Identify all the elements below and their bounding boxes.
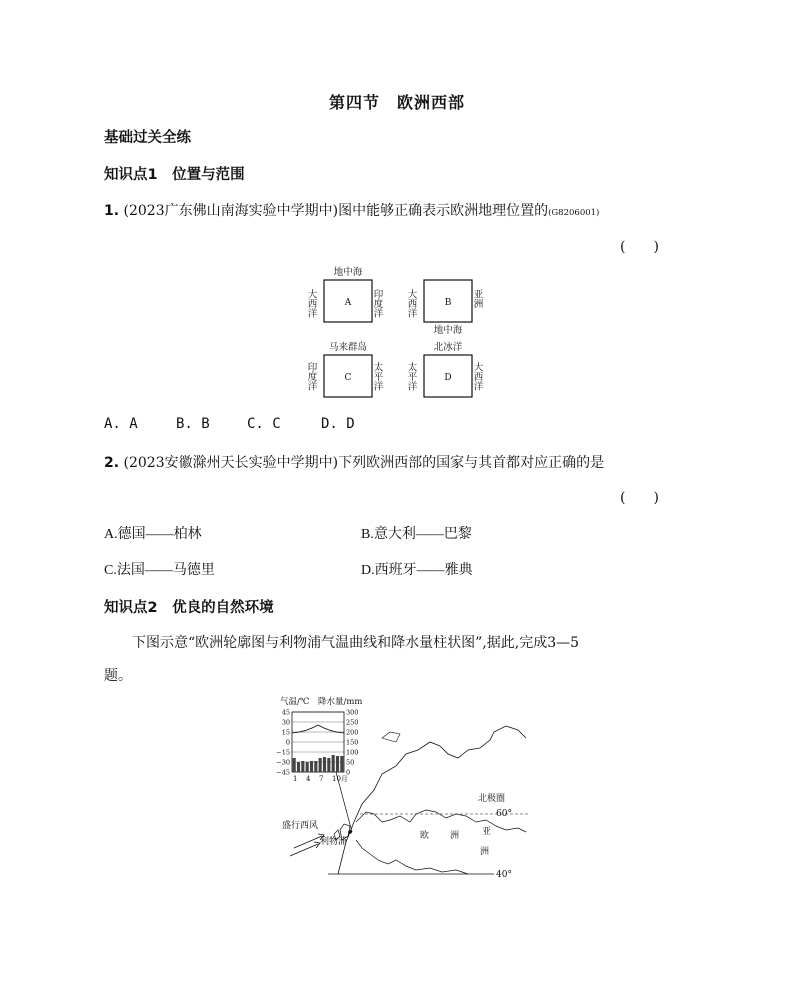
q2-option-b[interactable]: B.意大利——巴黎 [361,527,472,542]
climate-chart [276,696,362,783]
europe-label-2: 洲 [450,831,460,841]
diagram-c-left: 印度洋 [305,362,317,391]
precip-bar [297,762,300,772]
diagram-a-top: 地中海 [333,267,363,278]
q2-option-d[interactable]: D.西班牙——雅典 [361,563,473,578]
temp-tick-label: 15 [281,728,290,737]
liverpool-label: 利物浦 [320,837,348,847]
asia-label-1: 亚 [482,827,492,837]
temp-tick-label: −30 [276,758,290,767]
temp-tick-label: 30 [281,718,290,727]
precip-bar [314,761,317,772]
precip-bar [332,755,335,772]
lat-40-label: 40° [496,870,512,880]
precip-tick-label: 200 [346,728,359,737]
diagram-b-left: 大西洋 [405,289,417,318]
diagram-a-label: A [344,298,352,308]
question-1-answer-bracket: ( ) [620,239,659,255]
arctic-circle-label: 北极圈 [478,794,506,804]
diagram-d-left: 太平洋 [405,362,417,391]
wind-arrow-2 [290,844,318,856]
month-label: 1 [293,775,298,783]
diagram-c-label: C [344,373,352,383]
precip-tick-label: 0 [346,768,351,777]
precip-bar [340,756,343,772]
intro-line-2: 题。 [104,668,132,684]
month-label: 10月 [332,775,348,783]
diagram-d-label: D [444,373,452,383]
europe-south-coast [356,840,468,874]
liverpool-marker [348,830,352,834]
westerlies-label: 盛行西风 [282,821,319,831]
q1-option-b[interactable]: B. B [176,416,210,432]
precip-tick-label: 150 [346,738,359,747]
precip-bar [293,758,296,772]
q1-option-c[interactable]: C. C [247,416,281,432]
precip-tick-label: 300 [346,708,359,717]
precip-bar [323,757,326,772]
asia-label-2: 洲 [480,847,490,857]
diagram-a-right: 印度洋 [371,289,383,318]
temp-tick-label: 0 [285,738,290,747]
temp-tick-label: −45 [276,768,290,777]
diagram-c-right: 太平洋 [371,362,383,391]
precip-bar [319,758,322,772]
temp-tick-label: 45 [281,708,290,717]
section-heading: 基础过关全练 [104,130,191,146]
diagram-c-top: 马来群岛 [328,342,368,353]
question-2-text: (2023安徽滁州天长实验中学期中)下列欧洲西部的国家与其首都对应正确的是 [123,455,605,471]
temperature-curve [292,725,344,733]
question-2-answer-bracket: ( ) [620,490,659,506]
q1-option-a[interactable]: A. A [104,416,138,432]
temp-axis-label: 气温/℃ [280,697,310,707]
arctic-island [382,732,400,742]
temp-tick-label: −15 [276,748,290,757]
precip-tick-label: 250 [346,718,359,727]
precip-tick-label: 50 [346,758,355,767]
q2-option-a[interactable]: A.德国——柏林 [104,527,202,542]
q1-option-d[interactable]: D. D [321,416,355,432]
lat-60-label: 60° [496,809,512,819]
question-1-number: 1. [104,203,120,219]
knowledge-point-2: 知识点2 优良的自然环境 [104,600,274,616]
question-1-code: (G8206001) [548,208,600,218]
question-1 [104,200,599,220]
precip-bar [310,761,313,772]
precip-bar [327,758,330,772]
position-diagrams [300,258,500,403]
month-label: 7 [319,775,324,783]
precip-bar [301,761,304,772]
diagram-a-left: 大西洋 [305,289,317,318]
knowledge-point-1: 知识点1 位置与范围 [104,167,245,183]
question-1-text: (2023广东佛山南海实验中学期中)图中能够正确表示欧洲地理位置的 [123,203,549,219]
month-label: 4 [306,775,311,783]
precip-tick-label: 100 [346,748,359,757]
question-2 [104,452,604,472]
diagram-b-right: 亚洲 [471,289,483,308]
page-title: 第四节 欧洲西部 [328,93,465,112]
intro-line-1: 下图示意“欧洲轮廓图与利物浦气温曲线和降水量柱状图”,据此,完成3—5 [132,635,580,651]
precip-axis-label: 降水量/mm [318,697,363,707]
q2-option-c[interactable]: C.法国——马德里 [104,563,215,578]
europe-label-1: 欧 [420,831,430,841]
diagram-b-bottom: 地中海 [433,325,463,336]
precip-bar [306,762,309,772]
diagram-d-top: 北冰洋 [433,342,463,353]
precip-bar [336,756,339,772]
question-2-number: 2. [104,455,120,471]
europe-map-figure [270,692,530,882]
diagram-b-label: B [444,298,452,308]
diagram-d-right: 大西洋 [471,362,483,391]
